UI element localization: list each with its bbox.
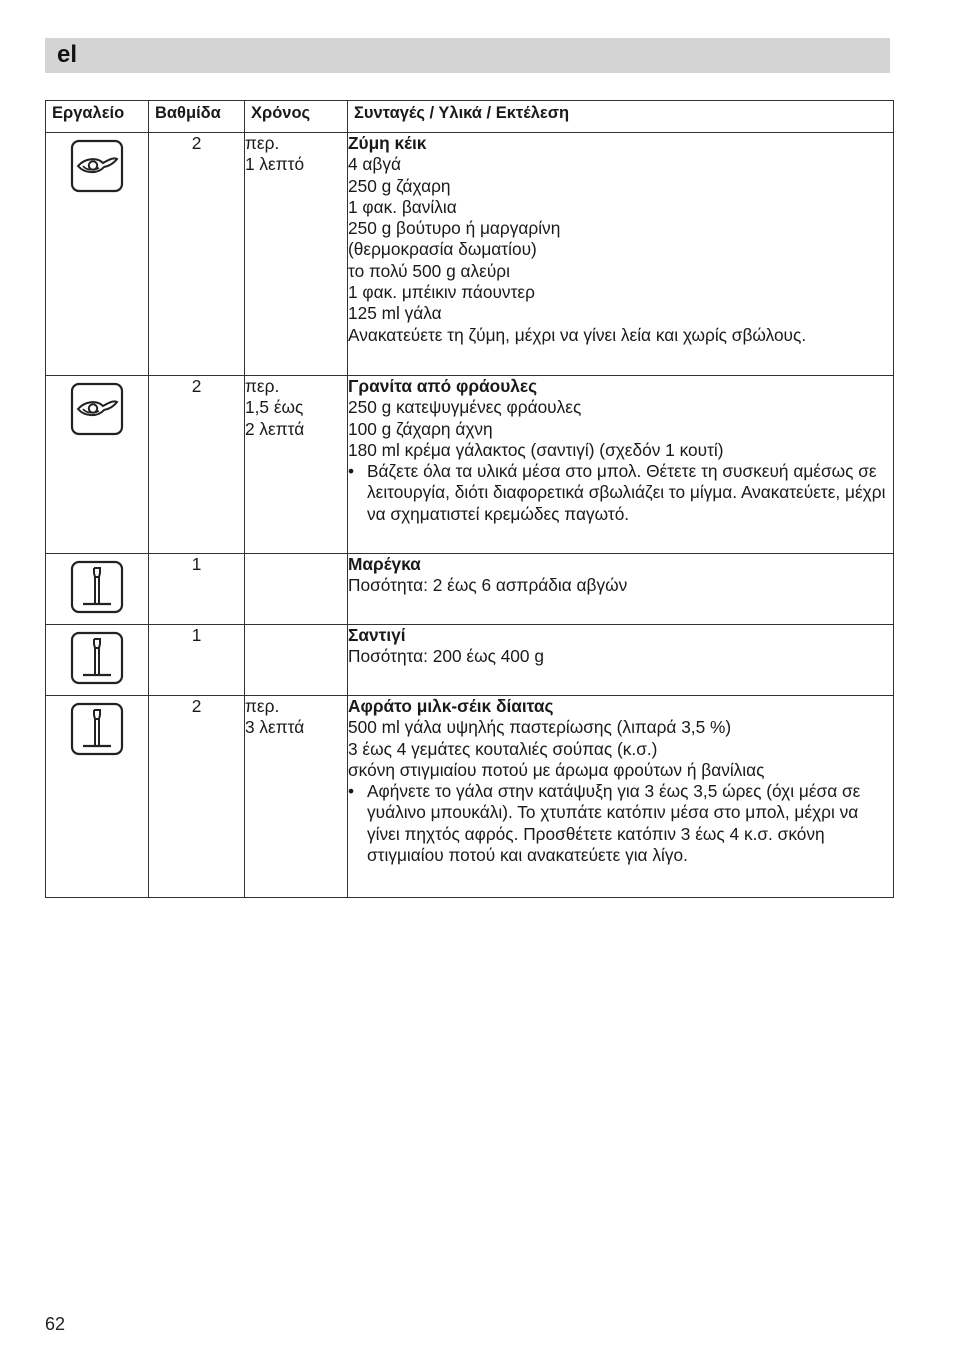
ingredient-line: το πολύ 500 g αλεύρι (348, 260, 510, 281)
tool-cell (46, 554, 149, 625)
recipe-title: Αφράτο μιλκ-σέικ δίαιτας (348, 696, 554, 716)
time-cell: περ. 3 λεπτά (245, 696, 348, 898)
whisk-attachment-icon (70, 560, 124, 614)
whisk-attachment-icon (70, 631, 124, 685)
tool-cell (46, 133, 149, 376)
table-row (46, 625, 894, 696)
ingredient-line: σκόνη στιγμιαίου ποτού με άρωμα φρούτων ή βανίλιας (348, 759, 765, 780)
ingredient-line: 125 ml γάλα (348, 303, 442, 324)
header-time: Χρόνος (245, 101, 348, 133)
header-tool: Εργαλείο (46, 101, 149, 133)
tool-cell (46, 376, 149, 554)
tool-cell (46, 696, 149, 898)
recipe-cell (348, 625, 894, 696)
time-cell: περ. 1 λεπτό (245, 133, 348, 376)
ingredient-line: Ποσότητα: 200 έως 400 g (348, 646, 544, 667)
table-row (46, 133, 894, 376)
speed-cell: 2 (149, 133, 245, 376)
header-recipe: Συνταγές / Υλικά / Εκτέλεση (348, 101, 894, 133)
recipe-cell (348, 376, 894, 554)
page-number: 62 (45, 1314, 66, 1334)
speed-cell: 1 (149, 625, 245, 696)
ingredient-line: 1 φακ. μπέικιν πάουντερ (348, 282, 535, 303)
language-header-bar (45, 38, 890, 73)
recipe-title: Μαρέγκα (348, 554, 421, 574)
speed-cell: 2 (149, 376, 245, 554)
instruction-bullet (348, 781, 893, 866)
instruction-line: Ανακατεύετε τη ζύμη, μέχρι να γίνει λεία και χωρίς σβώλους. (348, 324, 807, 345)
blade-attachment-icon (70, 139, 124, 193)
instruction-text: Αφήνετε το γάλα στην κατάψυξη για 3 έως 3,5 ώρες (όχι μέσα σε γυάλινο μπουκάλι). Το χτυπάτε κατόπιν μέσα στο μπολ, μέχρι να γίνει πηχτός αφρός. Προσθέτετε κατόπιν 3 έως 4 κ.σ. σκόνη στιγμιαίου ποτού και ανακατεύετε για λίγο. (367, 781, 861, 866)
recipe-table (45, 100, 894, 898)
ingredient-line: 250 g ζάχαρη (348, 175, 451, 196)
recipe-title: Σαντιγί (348, 625, 406, 645)
recipe-cell (348, 133, 894, 376)
ingredient-line: 180 ml κρέμα γάλακτος (σαντιγί) (σχεδόν 1 κουτί) (348, 439, 724, 460)
time-cell (245, 625, 348, 696)
whisk-attachment-icon (70, 702, 124, 756)
recipe-title: Ζύμη κέικ (348, 133, 427, 153)
recipe-cell (348, 554, 894, 625)
ingredient-line: 100 g ζάχαρη άχνη (348, 418, 493, 439)
ingredient-line: 500 ml γάλα υψηλής παστερίωσης (λιπαρά 3,5 %) (348, 717, 732, 738)
ingredient-line: Ποσότητα: 2 έως 6 ασπράδια αβγών (348, 575, 628, 596)
blade-attachment-icon (70, 382, 124, 436)
ingredient-line: 1 φακ. βανίλια (348, 196, 457, 217)
time-cell: περ. 1,5 έως 2 λεπτά (245, 376, 348, 554)
header-speed: Βαθμίδα (149, 101, 245, 133)
time-cell (245, 554, 348, 625)
instruction-text: Βάζετε όλα τα υλικά μέσα στο μπολ. Θέτετε τη συσκευή αμέσως σε λειτουργία, διότι διαφορετικά σβωλιάζει το μίγμα. Ανακατεύετε, μέχρι να σχηματιστεί κρεμώδες παγωτό. (367, 461, 886, 524)
recipe-cell (348, 696, 894, 898)
ingredient-line: 3 έως 4 γεμάτες κουταλιές σούπας (κ.σ.) (348, 738, 658, 759)
tool-cell (46, 625, 149, 696)
table-header-row (46, 101, 894, 133)
speed-cell: 2 (149, 696, 245, 898)
table-row (46, 554, 894, 625)
ingredient-line: 250 g κατεψυγμένες φράουλες (348, 397, 582, 418)
ingredient-line: 4 αβγά (348, 154, 401, 175)
table-row (46, 696, 894, 898)
instruction-bullet (348, 461, 893, 525)
table-row (46, 376, 894, 554)
bullet-symbol: • (348, 461, 355, 482)
speed-cell: 1 (149, 554, 245, 625)
bullet-symbol: • (348, 781, 355, 802)
ingredient-line: 250 g βούτυρο ή μαργαρίνη (348, 218, 561, 239)
ingredient-line: (θερμοκρασία δωματίου) (348, 239, 537, 260)
language-code: el (57, 41, 78, 68)
recipe-title: Γρανίτα από φράουλες (348, 376, 538, 396)
